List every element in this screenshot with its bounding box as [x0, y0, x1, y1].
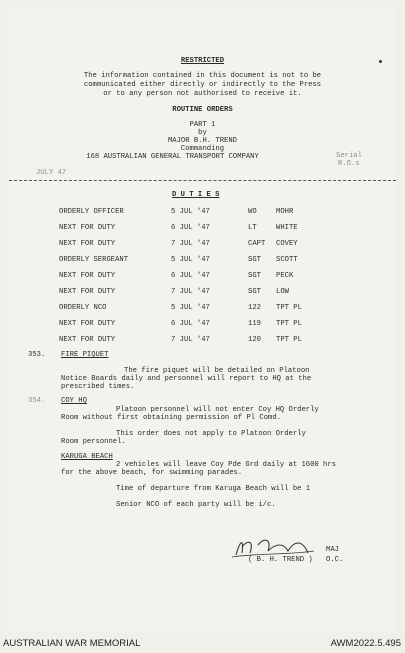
duty-date: 7 JUL '47	[171, 336, 210, 344]
duty-name: TPT PL	[276, 304, 302, 312]
duty-role: ORDERLY NCO	[59, 304, 107, 312]
document-title: ROUTINE ORDERS	[172, 106, 233, 114]
duty-role: NEXT FOR DUTY	[59, 320, 116, 328]
duty-name: TPT PL	[276, 320, 302, 328]
duty-name: LOW	[276, 288, 289, 296]
duty-role: NEXT FOR DUTY	[59, 224, 116, 232]
commanding-officer: MAJOR B.H. TREND	[167, 137, 237, 145]
duty-name: TPT PL	[276, 336, 302, 344]
duty-name: MOHR	[276, 208, 294, 216]
duty-rank: LT	[248, 224, 257, 232]
duty-role: NEXT FOR DUTY	[59, 240, 116, 248]
duty-date: 6 JUL '47	[171, 224, 210, 232]
duty-role: NEXT FOR DUTY	[59, 336, 116, 344]
duty-name: SCOTT	[276, 256, 298, 264]
serial-label: Serial	[336, 152, 362, 160]
unit-name: 168 AUSTRALIAN GENERAL TRANSPORT COMPANY	[86, 153, 259, 161]
header-divider	[9, 180, 396, 181]
order-title-coy-hq: COY HQ	[61, 397, 87, 405]
classification-marking: RESTRICTED	[180, 57, 225, 65]
duty-role: ORDERLY OFFICER	[59, 208, 124, 216]
duty-date: 6 JUL '47	[171, 320, 210, 328]
duties-heading: D U T I E S	[172, 191, 220, 199]
duty-name: PECK	[276, 272, 294, 280]
order-text: This order does not apply to Platoon Orderly	[116, 430, 306, 438]
document-date: JULY 47	[36, 169, 67, 177]
footer-accession-number: AWM2022.5.495	[330, 638, 401, 649]
order-number: 353.	[28, 351, 46, 359]
order-text: Room without first obtaining permission of Pl Comd.	[61, 414, 281, 422]
signatory-rank: MAJ	[326, 546, 339, 554]
serial-sub-label: R.O.s	[338, 160, 360, 168]
security-notice-line-1: The information contained in this document is not to be	[83, 72, 322, 80]
duty-date: 6 JUL '47	[171, 272, 210, 280]
duty-date: 5 JUL '47	[171, 256, 210, 264]
signatory-appointment: O.C.	[326, 556, 344, 564]
order-text: Senior NCO of each party will be i/c.	[116, 501, 276, 509]
paper-mark	[379, 60, 382, 63]
duty-rank: 120	[248, 336, 261, 344]
signatory-name: ( B. H. TREND )	[248, 556, 313, 564]
order-title-fire-piquet: FIRE PIQUET	[61, 351, 109, 359]
order-text: Platoon personnel will not enter Coy HQ Orderly	[116, 406, 319, 414]
duty-rank: SGT	[248, 288, 261, 296]
duty-role: NEXT FOR DUTY	[59, 272, 116, 280]
duty-rank: SGT	[248, 256, 261, 264]
order-text: Room personnel.	[61, 438, 126, 446]
by-label: by	[198, 129, 207, 137]
order-title-karuga-beach: KARUGA BEACH	[61, 453, 113, 461]
duty-name: COVEY	[276, 240, 298, 248]
duty-date: 7 JUL '47	[171, 240, 210, 248]
duty-rank: 119	[248, 320, 261, 328]
order-text: The fire piquet will be detailed on Platoon	[124, 367, 310, 375]
order-text: Time of departure from Karuga Beach will be 1	[116, 485, 311, 493]
duty-date: 7 JUL '47	[171, 288, 210, 296]
duty-name: WHITE	[276, 224, 298, 232]
duty-role: NEXT FOR DUTY	[59, 288, 116, 296]
duty-rank: 122	[248, 304, 261, 312]
duty-date: 5 JUL '47	[171, 304, 210, 312]
duty-rank: WO	[248, 208, 257, 216]
order-text: prescribed times.	[61, 383, 135, 391]
order-text: for the above beach, for swimming parades.	[61, 469, 243, 477]
order-text: 2 vehicles will leave Coy Pde Grd daily at 1600 hrs	[116, 461, 336, 469]
archive-footer	[0, 636, 405, 653]
part-label: PART 1	[189, 121, 216, 129]
duty-rank: CAPT	[248, 240, 266, 248]
duty-role: ORDERLY SERGEANT	[59, 256, 129, 264]
footer-institution: AUSTRALIAN WAR MEMORIAL	[3, 638, 141, 649]
security-notice-line-3: or to any person not authorised to receive it.	[103, 90, 302, 98]
duty-rank: SGT	[248, 272, 261, 280]
commanding-label: Commanding	[180, 145, 225, 153]
order-number: 354.	[28, 397, 46, 405]
security-notice-line-2: communicated either directly or indirectly to the Press	[83, 81, 322, 89]
duty-date: 5 JUL '47	[171, 208, 210, 216]
order-text: Notice Boards daily and personnel will report to HQ at the	[61, 375, 312, 383]
